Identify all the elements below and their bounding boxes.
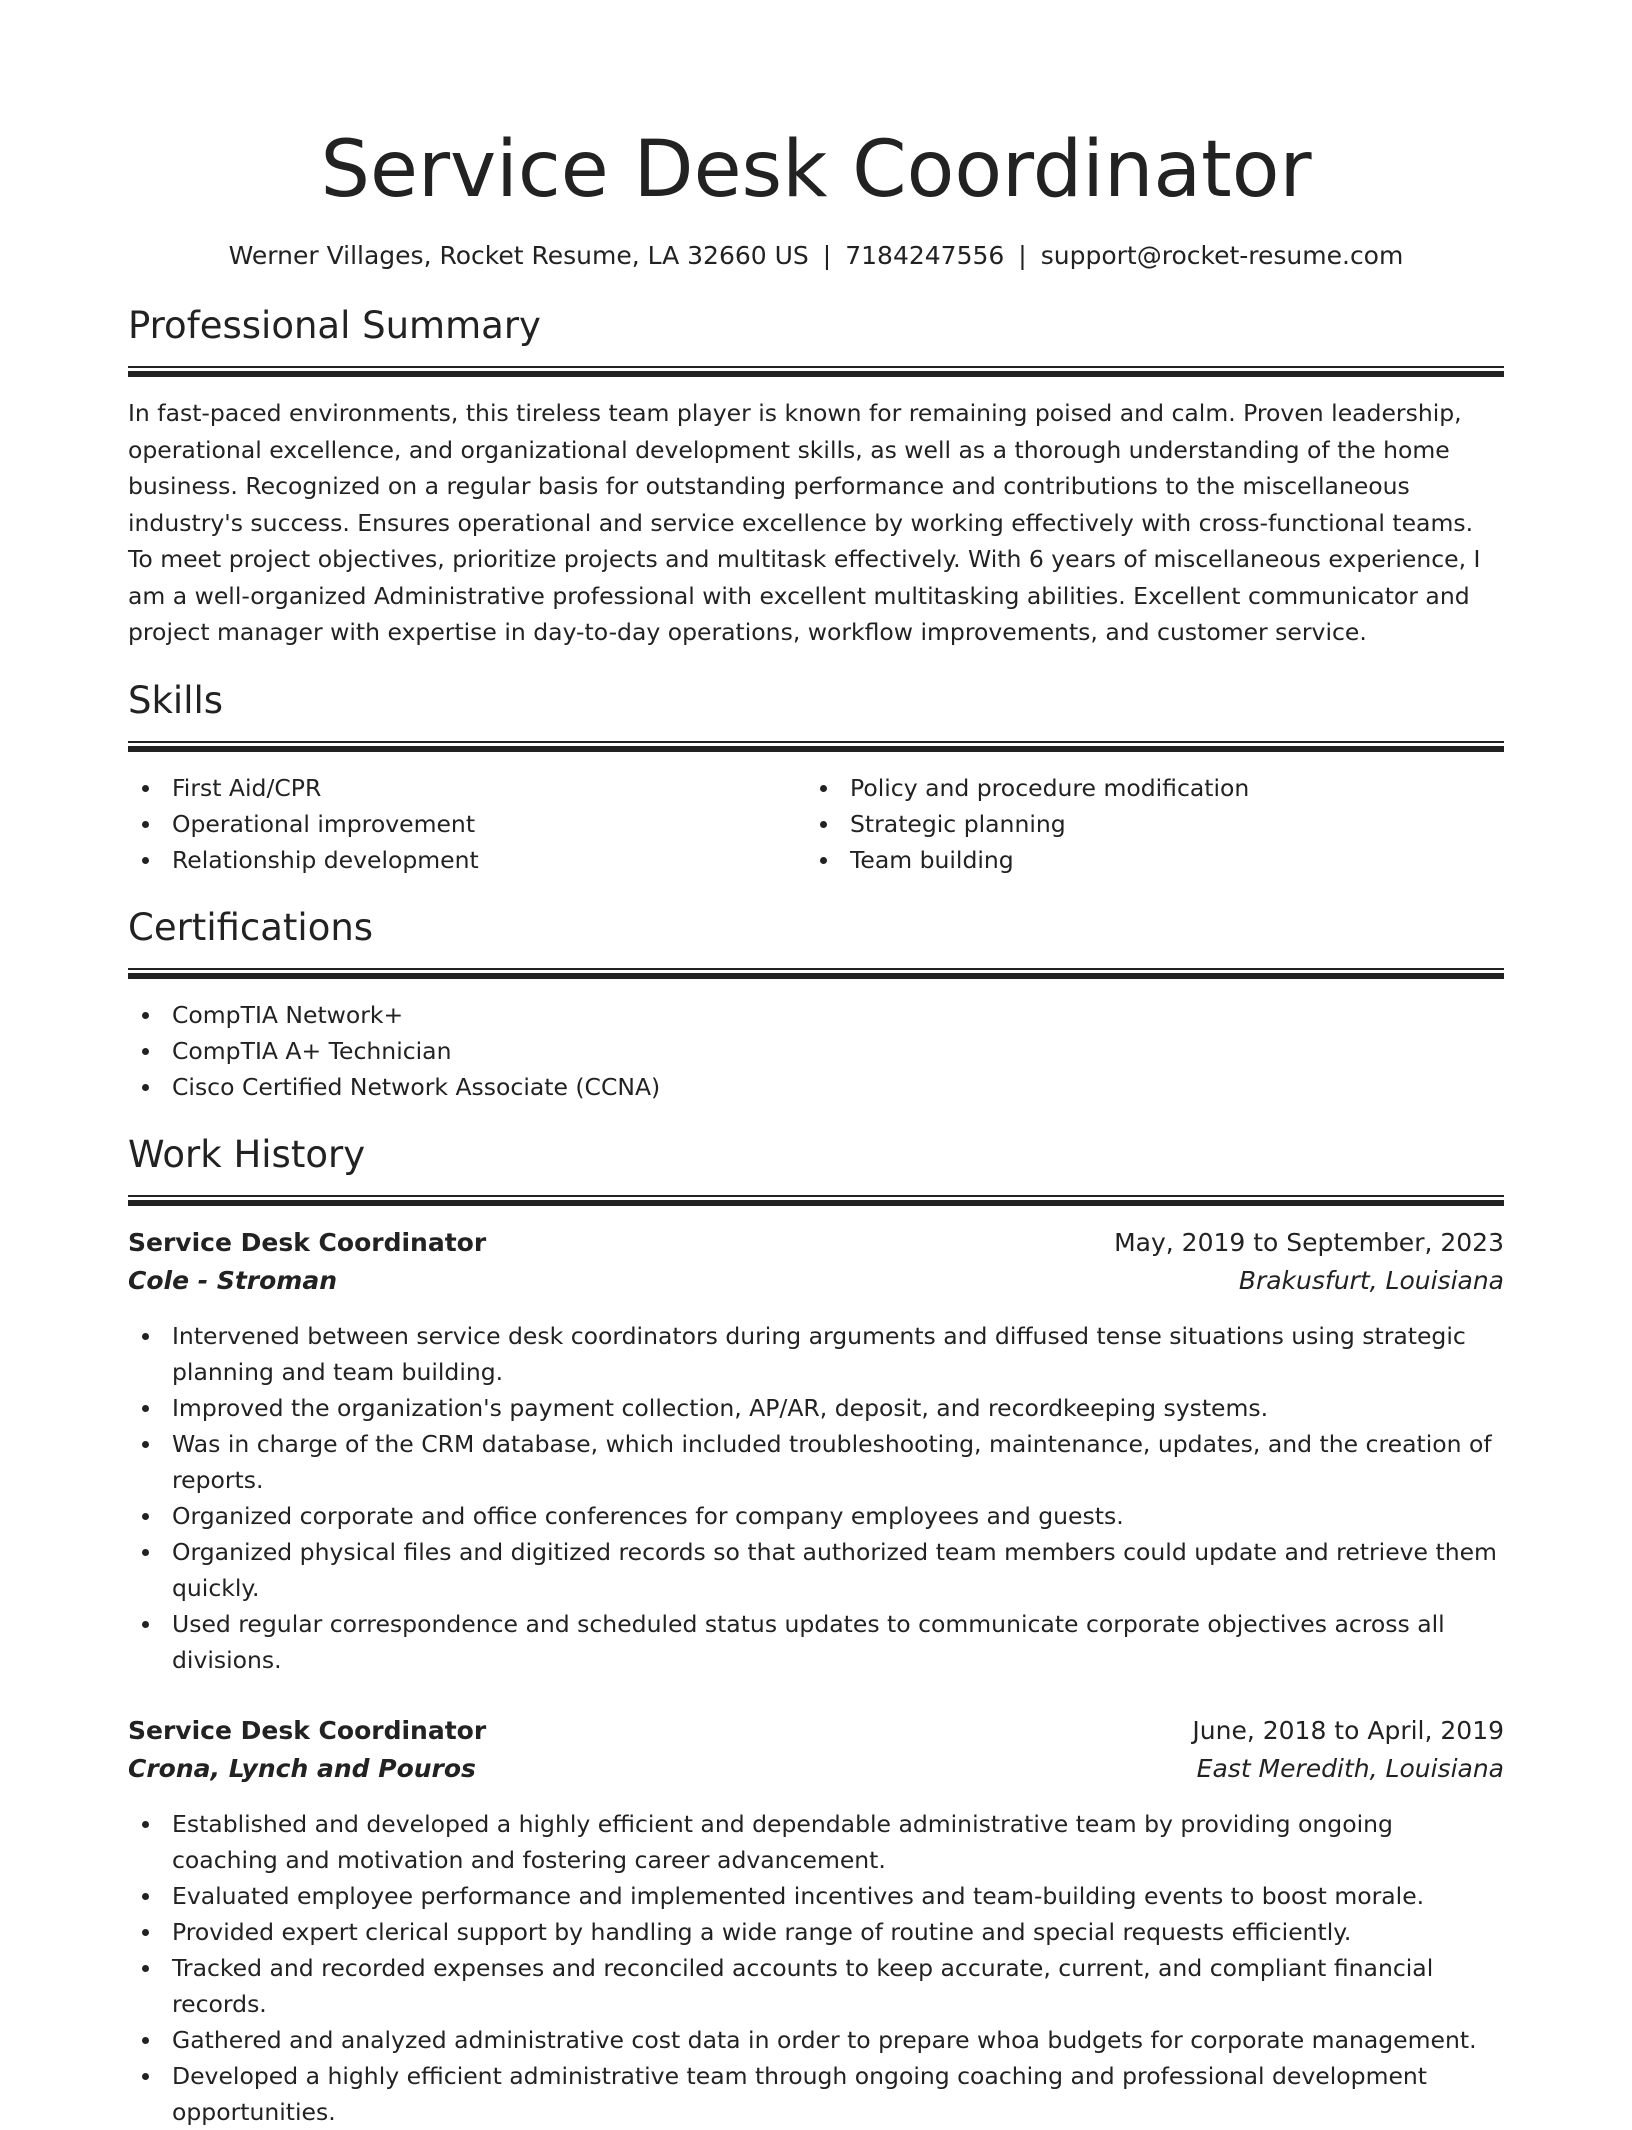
job-entry [128,1224,1504,1678]
summary-heading: Professional Summary [128,304,541,347]
job-title: Service Desk Coordinator [128,1715,487,1745]
skills-grid [128,770,1504,878]
contact-separator: | [1018,241,1027,270]
job-location: East Meredith, Louisiana [1196,1753,1504,1783]
certification-item: CompTIA Network+ [128,997,1504,1033]
contact-email: support@rocket-resume.com [1040,241,1404,270]
job-bullets [128,1318,1504,1678]
skills-section [128,677,1504,878]
job-entry [128,1712,1504,2130]
job-location: Brakusfurt, Louisiana [1238,1265,1504,1295]
resume-page [128,0,1504,2130]
contact-phone: 7184247556 [845,241,1005,270]
skill-item: First Aid/CPR [128,770,806,806]
section-divider [128,1195,1504,1206]
skill-item: Strategic planning [806,806,1484,842]
section-divider [128,366,1504,377]
job-bullet: Used regular correspondence and scheduled status updates to communicate corporate objectives across all divisions. [128,1606,1504,1678]
certification-item: Cisco Certified Network Associate (CCNA) [128,1069,1504,1105]
job-bullet: Intervened between service desk coordinators during arguments and diffused tense situations using strategic planning and team building. [128,1318,1504,1390]
job-subheader [128,1750,1504,1788]
skills-heading: Skills [128,678,224,722]
job-bullet: Was in charge of the CRM database, which included troubleshooting, maintenance, updates, and the creation of reports. [128,1426,1504,1498]
certifications-heading: Certifications [128,905,374,949]
summary-text: In fast-paced environments, this tireless team player is known for remaining poised and calm. Proven leadership, operational excellence, and organizational development skills, as well as a thorough understanding of the home business. Recognized on a regular basis for outstanding performance and contributions to the miscellaneous industry's success. Ensures operational and service excellence by working effectively with cross-functional teams. To meet project objectives, prioritize projects and multitask effectively. With 6 years of miscellaneous experience, I am a well-organized Administrative professional with excellent multitasking abilities. Excellent communicator and project manager with expertise in day-to-day operations, workflow improvements, and customer service. [128,399,1481,646]
job-header [128,1224,1504,1262]
job-bullet: Gathered and analyzed administrative cost data in order to prepare whoa budgets for corporate management. [128,2022,1504,2058]
skill-item: Team building [806,842,1484,878]
certifications-list [128,997,1504,1105]
job-bullet: Organized physical files and digitized records so that authorized team members could update and retrieve them quickly. [128,1534,1504,1606]
job-bullet: Tracked and recorded expenses and reconciled accounts to keep accurate, current, and compliant financial records. [128,1950,1504,2022]
job-company: Crona, Lynch and Pouros [128,1753,476,1783]
job-bullet: Developed a highly efficient administrative team through ongoing coaching and professional development opportunities. [128,2058,1504,2130]
contact-line [128,238,1504,274]
certification-item: CompTIA A+ Technician [128,1033,1504,1069]
certifications-section [128,904,1504,1105]
job-bullet: Evaluated employee performance and implemented incentives and team-building events to boost morale. [128,1878,1504,1914]
job-bullet: Organized corporate and office conferences for company employees and guests. [128,1498,1504,1534]
job-bullets [128,1806,1504,2130]
job-subheader [128,1262,1504,1300]
job-bullet: Improved the organization's payment collection, AP/AR, deposit, and recordkeeping systems. [128,1390,1504,1426]
job-dates: May, 2019 to September, 2023 [1114,1227,1504,1257]
job-header [128,1712,1504,1750]
section-divider [128,741,1504,752]
work-history-heading: Work History [128,1132,366,1176]
skills-column-right [806,770,1484,878]
contact-address: Werner Villages, Rocket Resume, LA 32660 US [228,241,809,270]
resume-name: Service Desk Coordinator [320,125,1312,215]
section-divider [128,968,1504,979]
job-bullet: Provided expert clerical support by handling a wide range of routine and special requests efficiently. [128,1914,1504,1950]
skill-item: Relationship development [128,842,806,878]
job-company: Cole - Stroman [128,1265,338,1295]
skill-item: Operational improvement [128,806,806,842]
job-bullet: Established and developed a highly efficient and dependable administrative team by providing ongoing coaching and motivation and fostering career advancement. [128,1806,1504,1878]
skill-item: Policy and procedure modification [806,770,1484,806]
contact-separator: | [822,241,832,270]
job-dates: June, 2018 to April, 2019 [1192,1715,1504,1745]
work-history-section [128,1131,1504,2130]
job-title: Service Desk Coordinator [128,1227,487,1257]
skills-column-left [128,770,806,878]
summary-section [128,302,1504,651]
